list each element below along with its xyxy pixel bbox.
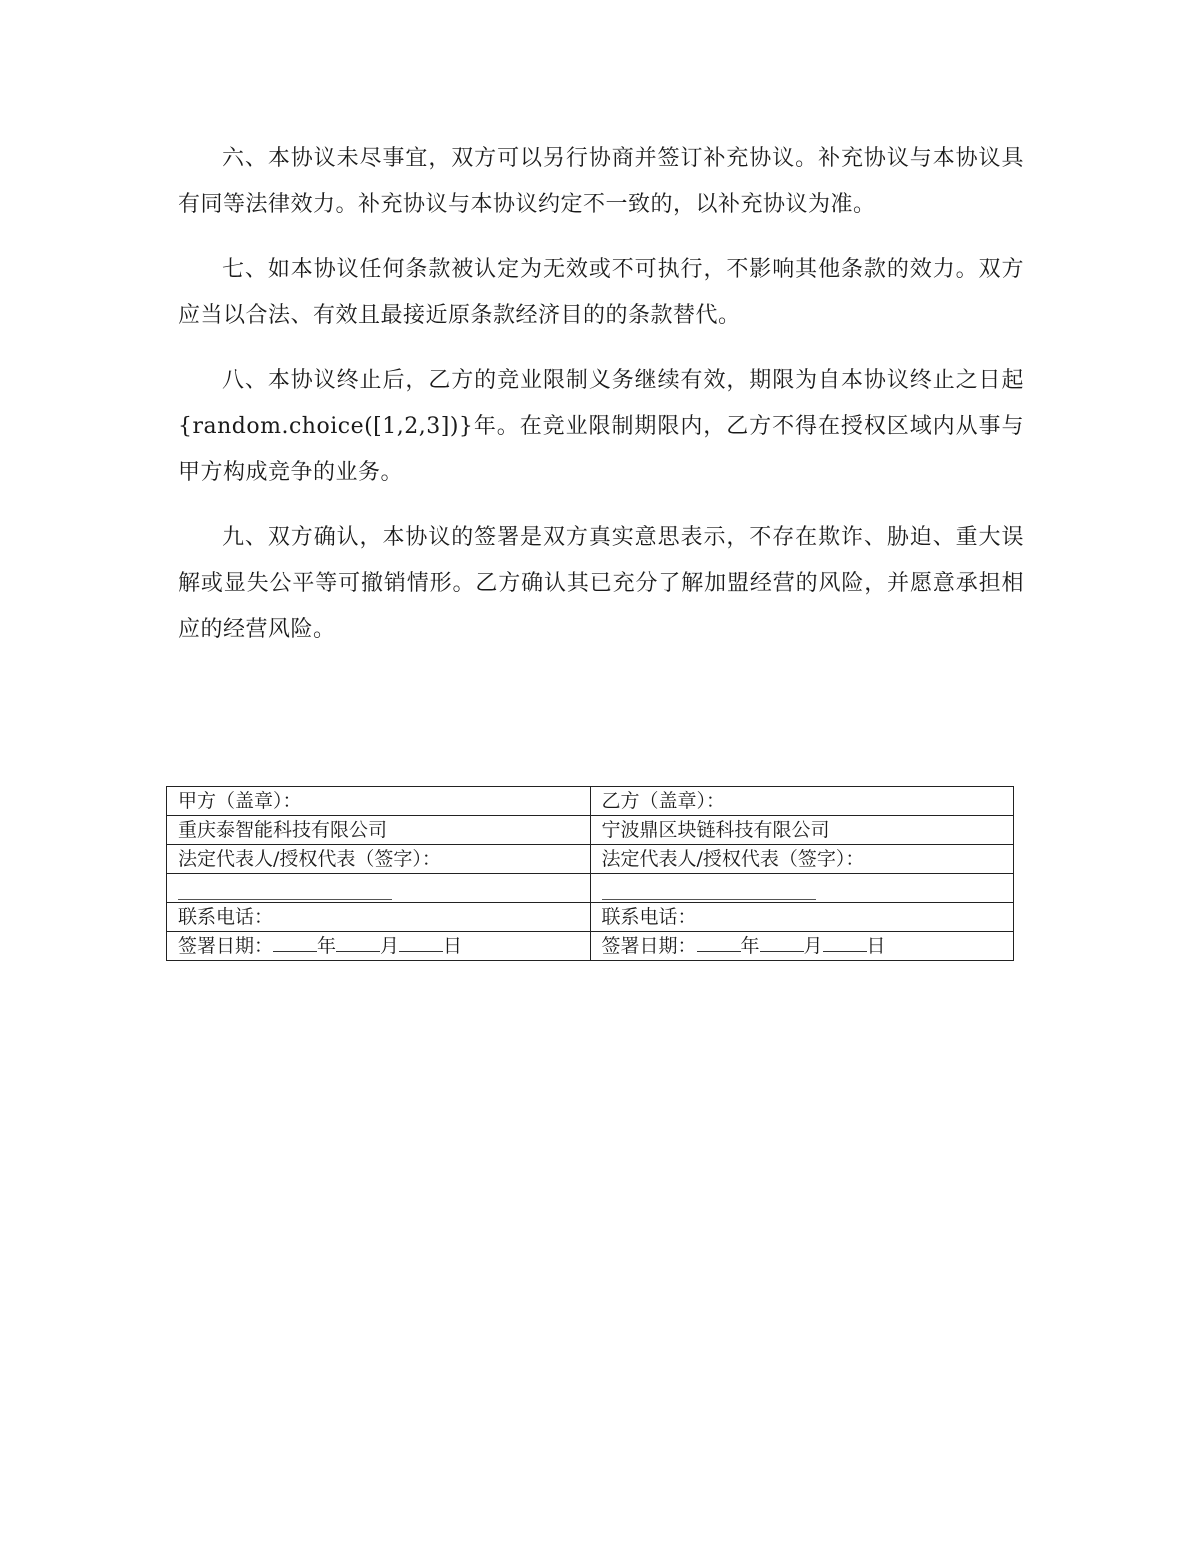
party-b-year-text: 年 xyxy=(740,935,760,957)
party-a-label: 甲方（盖章）： xyxy=(167,787,591,816)
party-b-month-blank[interactable] xyxy=(760,933,804,952)
table-row xyxy=(167,845,1014,874)
party-a-year-blank[interactable] xyxy=(273,933,317,952)
party-a-year-text: 年 xyxy=(317,935,337,957)
table-row xyxy=(167,932,1014,961)
table-row xyxy=(167,903,1014,932)
table-row xyxy=(167,787,1014,816)
party-b-month-text: 月 xyxy=(803,935,823,957)
party-a-signature-cell xyxy=(167,874,591,903)
party-a-day-blank[interactable] xyxy=(399,933,443,952)
party-b-company: 宁波鼎区块链科技有限公司 xyxy=(590,816,1014,845)
clause-list xyxy=(178,136,1024,672)
table-row xyxy=(167,816,1014,845)
party-b-rep-label: 法定代表人/授权代表（签字）： xyxy=(590,845,1014,874)
party-a-date-cell xyxy=(167,932,591,961)
clause-eight: 八、本协议终止后，乙方的竞业限制义务继续有效，期限为自本协议终止之日起{random.choice([1,2,3])}年。在竞业限制期限内，乙方不得在授权区域内从事与甲方构成竞争的业务。 xyxy=(178,368,1024,485)
party-a-month-blank[interactable] xyxy=(336,933,380,952)
party-a-company: 重庆泰智能科技有限公司 xyxy=(167,816,591,845)
party-a-month-text: 月 xyxy=(380,935,400,957)
party-b-signature-cell xyxy=(590,874,1014,903)
party-b-year-blank[interactable] xyxy=(697,933,741,952)
party-b-day-text: 日 xyxy=(866,935,886,957)
party-a-signature-line[interactable] xyxy=(178,879,392,900)
table-row xyxy=(167,874,1014,903)
party-b-day-blank[interactable] xyxy=(823,933,867,952)
party-a-rep-label: 法定代表人/授权代表（签字）： xyxy=(167,845,591,874)
party-b-phone-label: 联系电话： xyxy=(590,903,1014,932)
party-b-label: 乙方（盖章）： xyxy=(590,787,1014,816)
party-b-date-label: 签署日期： xyxy=(601,935,697,957)
party-a-date-label: 签署日期： xyxy=(178,935,274,957)
party-a-day-text: 日 xyxy=(443,935,463,957)
party-b-date-cell xyxy=(590,932,1014,961)
clause-seven: 七、如本协议任何条款被认定为无效或不可执行，不影响其他条款的效力。双方应当以合法、有效且最接近原条款经济目的的条款替代。 xyxy=(178,257,1024,328)
signature-table xyxy=(166,786,1014,961)
clause-six: 六、本协议未尽事宜，双方可以另行协商并签订补充协议。补充协议与本协议具有同等法律效力。补充协议与本协议约定不一致的，以补充协议为准。 xyxy=(178,146,1024,217)
clause-nine: 九、双方确认，本协议的签署是双方真实意思表示，不存在欺诈、胁迫、重大误解或显失公平等可撤销情形。乙方确认其已充分了解加盟经营的风险，并愿意承担相应的经营风险。 xyxy=(178,525,1024,642)
party-b-signature-line[interactable] xyxy=(602,879,816,900)
party-a-phone-label: 联系电话： xyxy=(167,903,591,932)
